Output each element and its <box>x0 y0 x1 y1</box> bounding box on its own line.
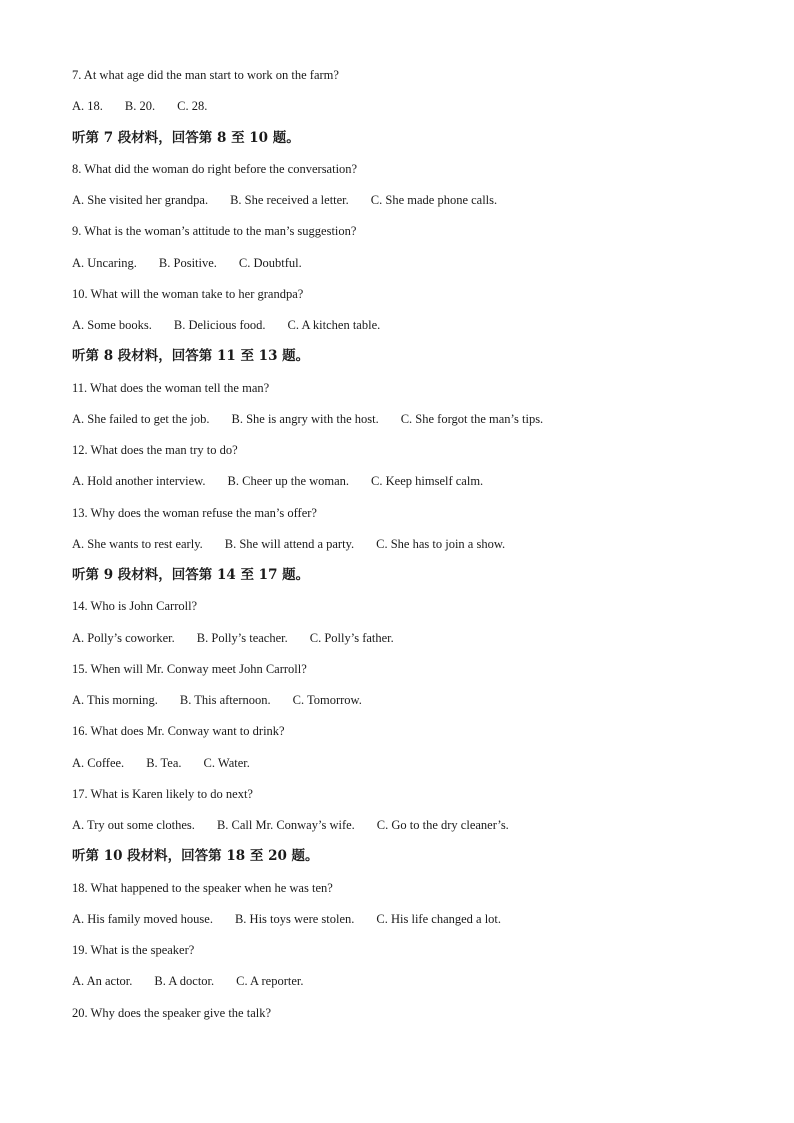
exam-page <box>72 60 752 1029</box>
answer-option: C. She has to join a show. <box>376 536 506 551</box>
question-text: 8. What did the woman do right before the conversation? <box>72 161 358 176</box>
answer-option: B. She is angry with the host. <box>231 411 379 426</box>
answer-option: B. She will attend a party. <box>224 536 355 551</box>
question-text: 18. What happened to the speaker when he was ten? <box>72 880 333 895</box>
answer-option: C. 28. <box>177 99 208 114</box>
answer-option: A. 18. <box>72 99 103 114</box>
answer-options <box>72 810 752 841</box>
question-text: 16. What does Mr. Conway want to drink? <box>72 724 285 739</box>
section-heading: 听第 7 段材料，回答第 8 至 10 题。 <box>72 129 300 146</box>
answer-option: A. This morning. <box>72 693 158 707</box>
answer-option: A. Some books. <box>72 318 152 332</box>
answer-options <box>72 529 752 560</box>
answer-options <box>72 185 752 216</box>
answer-option: B. 20. <box>124 99 156 114</box>
answer-option: C. A kitchen table. <box>287 318 381 332</box>
answer-options <box>72 91 752 122</box>
answer-option: B. She received a letter. <box>230 193 349 207</box>
answer-options <box>72 904 752 935</box>
answer-option: C. A reporter. <box>236 974 304 989</box>
answer-options <box>72 404 752 435</box>
answer-options <box>72 310 752 341</box>
answer-option: B. Call Mr. Conway’s wife. <box>216 818 355 832</box>
answer-option: C. His life changed a lot. <box>376 911 502 926</box>
question-text: 10. What will the woman take to her grandpa? <box>72 286 304 301</box>
question-text: 13. Why does the woman refuse the man’s offer? <box>72 505 317 520</box>
question-text: 7. At what age did the man start to work on the farm? <box>72 68 339 82</box>
question-text: 14. Who is John Carroll? <box>72 599 198 614</box>
answer-option: C. Go to the dry cleaner’s. <box>376 818 509 832</box>
answer-option: B. Polly’s teacher. <box>196 630 288 645</box>
question-text: 17. What is Karen likely to do next? <box>72 786 253 801</box>
answer-option: C. Polly’s father. <box>309 630 394 645</box>
answer-option: A. Polly’s coworker. <box>72 630 175 645</box>
question-text: 9. What is the woman’s attitude to the man’s suggestion? <box>72 224 357 239</box>
answer-option: A. Coffee. <box>72 755 125 770</box>
answer-option: B. Cheer up the woman. <box>227 474 350 489</box>
question-text: 19. What is the speaker? <box>72 943 195 957</box>
answer-option: A. An actor. <box>72 974 133 989</box>
section-heading: 听第 8 段材料，回答第 11 至 13 题。 <box>72 348 310 365</box>
answer-option: A. Try out some clothes. <box>72 818 195 832</box>
answer-option: A. She failed to get the job. <box>72 411 210 426</box>
answer-options <box>72 623 752 654</box>
section-heading: 听第 10 段材料，回答第 18 至 20 题。 <box>72 848 319 865</box>
answer-option: A. She wants to rest early. <box>72 536 203 551</box>
section-heading: 听第 9 段材料，回答第 14 至 17 题。 <box>72 567 310 583</box>
answer-option: C. She forgot the man’s tips. <box>400 411 544 426</box>
answer-option: B. His toys were stolen. <box>234 911 355 926</box>
answer-option: C. Water. <box>203 755 250 770</box>
answer-option: A. Hold another interview. <box>72 474 206 489</box>
question-text: 20. Why does the speaker give the talk? <box>72 1005 272 1020</box>
answer-option: A. His family moved house. <box>72 911 213 926</box>
answer-option: C. Tomorrow. <box>292 693 362 707</box>
answer-option: A. She visited her grandpa. <box>72 193 209 207</box>
question-text: 12. What does the man try to do? <box>72 443 238 457</box>
answer-options <box>72 248 752 279</box>
answer-option: A. Uncaring. <box>72 255 137 270</box>
answer-option: B. Positive. <box>158 255 217 270</box>
answer-option: B. Delicious food. <box>173 318 266 332</box>
answer-options <box>72 966 752 997</box>
answer-option: C. Doubtful. <box>238 255 302 270</box>
answer-option: B. A doctor. <box>154 974 215 989</box>
question-text: 15. When will Mr. Conway meet John Carroll? <box>72 661 307 676</box>
answer-options <box>72 685 752 716</box>
answer-option: C. Keep himself calm. <box>371 474 484 489</box>
answer-options <box>72 748 752 779</box>
answer-options <box>72 466 752 497</box>
answer-option: C. She made phone calls. <box>370 193 498 207</box>
question-text: 11. What does the woman tell the man? <box>72 380 270 395</box>
answer-option: B. This afternoon. <box>179 693 271 707</box>
answer-option: B. Tea. <box>146 755 182 770</box>
